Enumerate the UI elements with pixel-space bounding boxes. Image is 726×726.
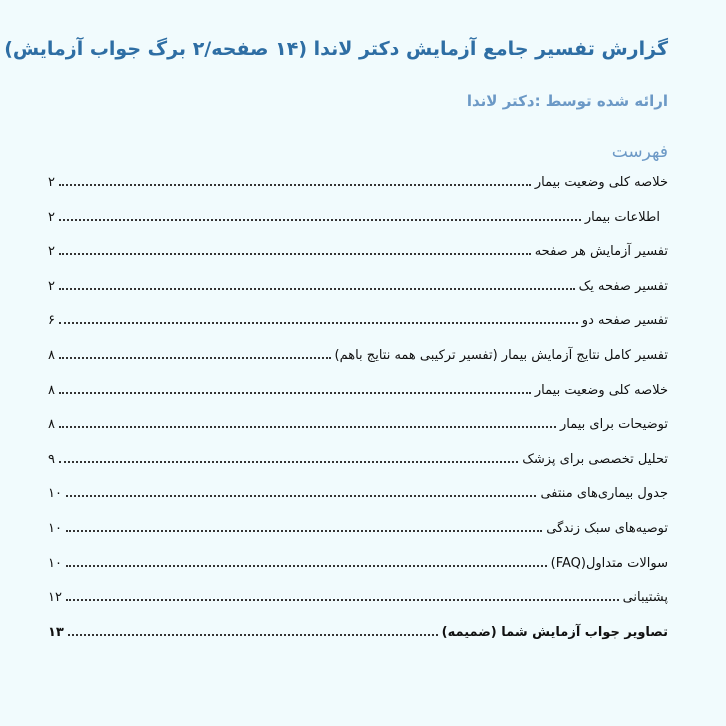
toc-item-lifestyle[interactable]: [48, 518, 668, 553]
toc-item-page-two[interactable]: [48, 310, 668, 345]
toc-item-label: سوالات متداول(FAQ): [550, 555, 668, 571]
toc-item-doctor-analysis[interactable]: [48, 449, 668, 484]
toc-dot-leader: [66, 518, 542, 532]
toc-item-faq[interactable]: [48, 553, 668, 588]
toc-item-page: ۱۰: [48, 555, 62, 571]
toc-item-per-page-interpretation[interactable]: [48, 241, 668, 276]
document-subtitle: ارائه شده توسط :دکتر لاندا: [466, 92, 668, 110]
toc-dot-leader: [59, 449, 518, 463]
toc-item-page: ۲: [48, 175, 55, 190]
toc-item-label: تحلیل تخصصی برای پزشک: [522, 451, 668, 467]
toc-item-label: تفسیر صفحه دو: [581, 313, 668, 329]
toc-item-label: تصاویر جواب آزمایش شما (ضمیمه): [441, 624, 668, 640]
toc-item-label: تفسیر آزمایش هر صفحه: [534, 244, 668, 260]
toc-item-combined-interpretation[interactable]: [48, 345, 668, 380]
toc-item-patient-info[interactable]: [48, 207, 668, 242]
toc-item-page-one[interactable]: [48, 276, 668, 311]
toc-item-label: پشتیبانی: [622, 590, 668, 606]
toc-item-page: ۱۳: [48, 624, 64, 640]
toc-dot-leader: [59, 241, 531, 255]
toc-item-label: اطلاعات بیمار: [584, 209, 660, 225]
toc-dot-leader: [66, 587, 619, 601]
toc-item-patient-summary[interactable]: [48, 172, 668, 207]
toc-item-page: ۸: [48, 347, 55, 363]
toc-item-label: توصیه‌های سبک زندگی: [546, 520, 668, 536]
toc-item-label: جدول بیماری‌های منتفی: [540, 486, 668, 502]
toc-item-page: ۲: [48, 209, 55, 225]
toc-dot-leader: [59, 345, 331, 359]
toc-item-page: ۸: [48, 417, 55, 433]
toc-dot-leader: [59, 310, 578, 324]
toc-item-patient-notes[interactable]: [48, 414, 668, 449]
toc-item-label: توضیحات برای بیمار: [559, 417, 668, 433]
toc-dot-leader: [59, 207, 581, 221]
toc-item-page: ۲: [48, 278, 55, 294]
toc-dot-leader: [66, 553, 547, 567]
toc-item-page: ۸: [48, 382, 55, 398]
toc-dot-leader: [68, 622, 438, 636]
toc-item-page: ۶: [48, 313, 55, 329]
toc-item-ruled-out-table[interactable]: [48, 483, 668, 518]
toc-item-label: تفسیر کامل نتایج آزمایش بیمار (تفسیر ترکیبی همه نتایج باهم): [334, 347, 668, 363]
toc-dot-leader: [59, 414, 556, 428]
toc-item-page: ۱۲: [48, 590, 62, 606]
toc-item-support[interactable]: [48, 587, 668, 622]
toc-item-label: خلاصه کلی وضعیت بیمار: [534, 175, 668, 190]
toc-item-label: خلاصه کلی وضعیت بیمار: [534, 382, 668, 398]
toc-heading: فهرست: [611, 142, 668, 162]
toc-dot-leader: [66, 483, 537, 497]
toc-item-page: ۲: [48, 244, 55, 260]
toc-item-page: ۱۰: [48, 486, 62, 502]
toc-item-page: ۱۰: [48, 520, 62, 536]
toc-item-attachment-images[interactable]: [48, 622, 668, 657]
table-of-contents: [48, 172, 668, 656]
toc-dot-leader: [59, 276, 575, 290]
toc-item-page: ۹: [48, 451, 55, 467]
document-title: گزارش تفسیر جامع آزمایش دکتر لاندا (۱۴ صفحه/۲ برگ جواب آزمایش): [4, 38, 668, 60]
toc-dot-leader: [59, 380, 531, 394]
toc-item-label: تفسیر صفحه یک: [578, 278, 668, 294]
toc-item-patient-summary-2[interactable]: [48, 380, 668, 415]
toc-dot-leader: [59, 172, 531, 186]
